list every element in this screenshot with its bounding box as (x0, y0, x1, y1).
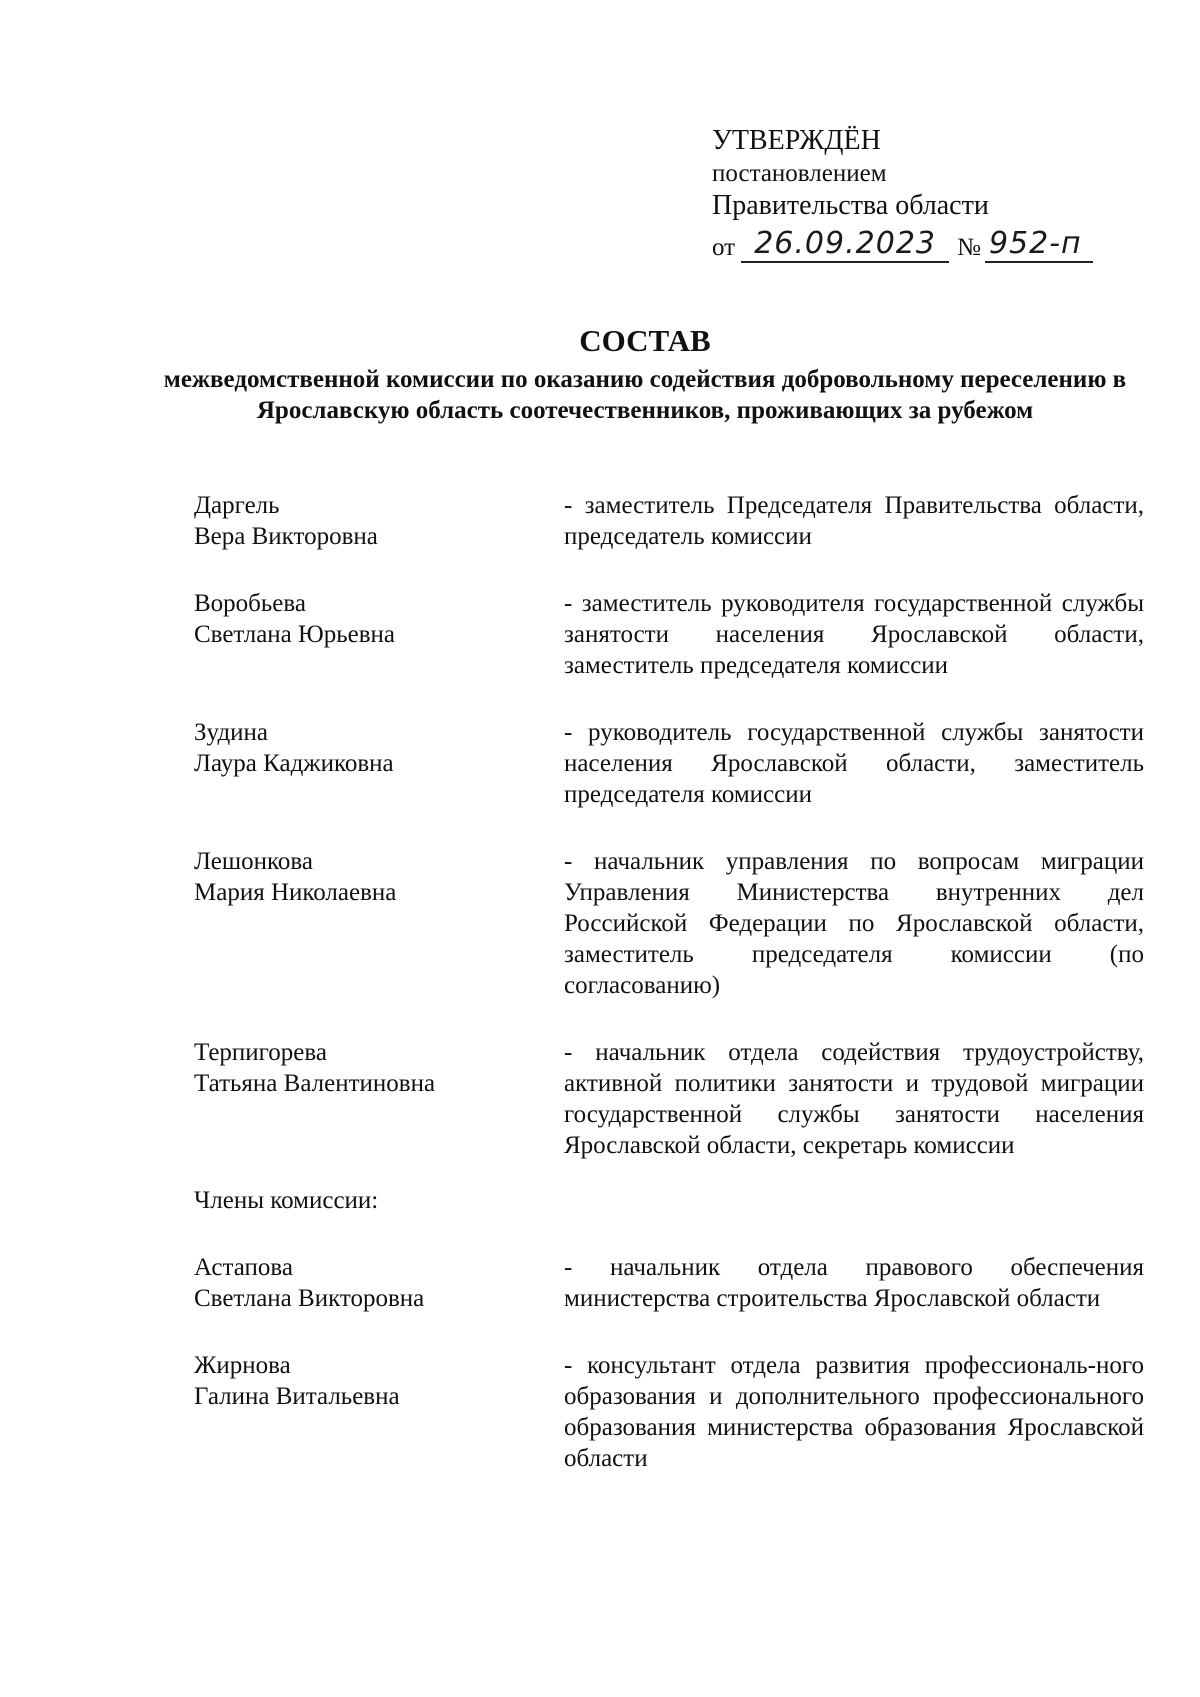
approval-title: УТВЕРЖДЁН (712, 125, 881, 156)
member-given-name: Татьяна Валентиновна (194, 1070, 436, 1097)
members-section-label: Члены комиссии: (194, 1187, 379, 1214)
date-prefix: от (712, 234, 736, 261)
member-row (194, 1252, 1144, 1314)
member-surname: Жирнова (194, 1352, 291, 1379)
approval-stamp (712, 124, 1093, 263)
member-surname: Зудина (194, 719, 269, 746)
approval-line-decree: постановлением (712, 160, 887, 187)
member-row (194, 846, 1144, 1001)
member-surname: Воробьева (194, 590, 306, 617)
member-given-name: Лаура Каджиковна (194, 750, 394, 777)
member-role: - заместитель Председателя Правительства области, председатель комиссии (564, 492, 1144, 550)
member-surname: Лешонкова (194, 848, 313, 875)
handwritten-date: 26.09.2023 (741, 227, 949, 263)
member-role: - заместитель руководителя государственной службы занятости населения Ярославской области, заместитель председателя комиссии (564, 590, 1144, 679)
title-subheading: межведомственной комиссии по оказанию содействия добровольному переселению в Ярославскую область соотечественников, проживающих за рубежом (163, 366, 1127, 424)
member-name (194, 588, 564, 681)
member-role: - начальник отдела содействия трудоустройству, активной политики занятости и трудовой миграции государственной службы занятости населения Ярославской области, секретарь комиссии (564, 1039, 1144, 1159)
member-given-name: Вера Викторовна (194, 523, 378, 550)
member-role: - консультант отдела развития профессиональ-ного образования и дополнительного профессионального образования министерства образования Ярославской области (564, 1352, 1144, 1472)
member-name (194, 490, 564, 552)
commission-composition (194, 490, 1144, 1510)
approval-line-government: Правительства области (712, 190, 989, 221)
member-given-name: Светлана Юрьевна (194, 621, 396, 648)
handwritten-number: 952-п (985, 227, 1093, 263)
member-row (194, 1350, 1144, 1474)
member-role: - начальник отдела правового обеспечения министерства строительства Ярославской области (564, 1254, 1144, 1312)
member-surname: Даргель (194, 492, 280, 519)
member-role: - руководитель государственной службы занятости населения Ярославской области, заместитель председателя комиссии (564, 719, 1144, 808)
member-row (194, 717, 1144, 810)
member-role: - начальник управления по вопросам миграции Управления Министерства внутренних дел Российской Федерации по Ярославской области, заместитель председателя комиссии (по согласованию) (564, 848, 1144, 999)
member-name (194, 846, 564, 1001)
member-given-name: Галина Витальевна (194, 1383, 400, 1410)
member-surname: Терпигорева (194, 1039, 327, 1066)
member-surname: Астапова (194, 1254, 293, 1281)
member-row (194, 588, 1144, 681)
approval-date-number (712, 223, 1093, 263)
member-row (194, 490, 1144, 552)
document-title (150, 322, 1140, 426)
title-heading: СОСТАВ (579, 323, 711, 358)
member-name (194, 1350, 564, 1474)
member-given-name: Светлана Викторовна (194, 1285, 425, 1312)
member-given-name: Мария Николаевна (194, 879, 397, 906)
member-name (194, 1037, 564, 1161)
member-name (194, 717, 564, 810)
member-row (194, 1037, 1144, 1161)
number-prefix: № (957, 234, 981, 261)
member-name (194, 1252, 564, 1314)
